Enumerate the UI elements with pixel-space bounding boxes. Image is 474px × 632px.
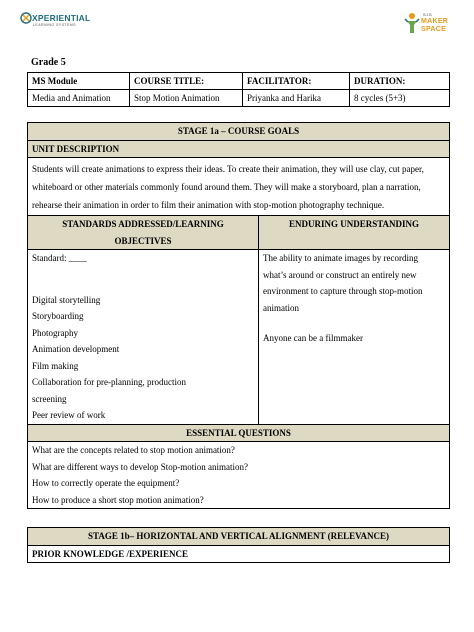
- objective-item: screening: [32, 393, 67, 404]
- enduring-extra: Anyone can be a filmmaker: [263, 333, 363, 343]
- maker-figure-icon: [403, 12, 421, 34]
- logo-right-line1: MAKER: [421, 18, 449, 25]
- stage-1a-title: STAGE 1a – COURSE GOALS: [28, 123, 450, 141]
- duration-value: 8 cycles (5+3): [350, 90, 450, 107]
- objective-item: Animation development: [32, 344, 120, 354]
- xperiential-logo: [20, 12, 94, 34]
- objective-item: Film making: [32, 360, 79, 371]
- essential-question: How to produce a short stop motion animation?: [32, 494, 204, 505]
- unit-description-line: whiteboard or other materials commonly found around them. They will make a storyboard, plan a narration,: [32, 182, 421, 192]
- unit-description-line: rehearse their animation in order to film their animation with stop-motion photography technique.: [32, 200, 385, 210]
- logo-right-top: S.I.S: [423, 12, 432, 17]
- grade-label: Grade 5: [31, 57, 66, 68]
- logo-left-name: XPERIENTIAL: [32, 13, 91, 23]
- facilitator-value: Priyanka and Harika: [243, 90, 350, 107]
- course-info-table: [27, 72, 450, 107]
- enduring-line: what’s around or construct an entirely new: [263, 269, 417, 280]
- standards-header-line2: OBJECTIVES: [114, 235, 172, 246]
- enduring-line: The ability to animate images by recording: [263, 253, 418, 263]
- enduring-line: environment to capture through stop-motion: [263, 286, 423, 296]
- xperiential-mark-icon: [20, 12, 32, 24]
- objective-item: Peer review of work: [32, 410, 106, 420]
- module-header: MS Module: [28, 73, 130, 90]
- stage-1b-title-row: [28, 528, 450, 546]
- objective-item: Photography: [32, 327, 78, 338]
- maker-space-logo: [403, 12, 455, 38]
- prior-knowledge-label: PRIOR KNOWLEDGE /EXPERIENCE: [28, 545, 450, 563]
- facilitator-header: FACILITATOR:: [243, 73, 350, 90]
- essential-question: What are different ways to develop Stop-motion animation?: [32, 461, 249, 472]
- objectives-cell: [28, 250, 259, 425]
- unit-description-label: UNIT DESCRIPTION: [28, 140, 450, 158]
- standards-header: [28, 216, 259, 250]
- essential-questions-cell: [28, 442, 450, 509]
- essential-title-row: [28, 424, 450, 442]
- objective-item: Digital storytelling: [32, 294, 101, 305]
- essential-questions-title: ESSENTIAL QUESTIONS: [28, 424, 450, 442]
- enduring-header: ENDURING UNDERSTANDING: [259, 216, 450, 250]
- enduring-line: animation: [263, 302, 299, 313]
- objective-item: Storyboarding: [32, 311, 84, 321]
- enduring-cell: [259, 250, 450, 425]
- objective-item: Collaboration for pre-planning, production: [32, 377, 186, 387]
- column-header-row: [28, 216, 450, 250]
- objectives-row: [28, 250, 450, 425]
- stage-1b-table: [27, 527, 450, 563]
- essential-question: How to correctly operate the equipment?: [32, 478, 180, 488]
- course-title-header: COURSE TITLE:: [130, 73, 243, 90]
- unit-description-row: [28, 158, 450, 216]
- unit-description-line: Students will create animations to express their ideas. To create their animation, they will use clay, cut paper,: [32, 164, 424, 174]
- course-title-value: Stop Motion Animation: [130, 90, 243, 107]
- standard-label: Standard: ____: [32, 253, 87, 263]
- course-info-header-row: [28, 73, 450, 90]
- essential-question: What are the concepts related to stop motion animation?: [32, 445, 235, 455]
- unit-description: [28, 158, 450, 216]
- stage-1a-title-row: [28, 123, 450, 141]
- course-info-value-row: [28, 90, 450, 107]
- prior-knowledge-row: [28, 545, 450, 563]
- stage-1a-table: [27, 122, 450, 509]
- logo-right-line2: SPACE: [421, 26, 447, 33]
- logo-left-subtitle: LEARNING SYSTEMS: [33, 23, 76, 27]
- duration-header: DURATION:: [350, 73, 450, 90]
- essential-questions-row: [28, 442, 450, 509]
- unit-description-label-row: [28, 140, 450, 158]
- module-value: Media and Animation: [28, 90, 130, 107]
- stage-1b-title: STAGE 1b– HORIZONTAL AND VERTICAL ALIGNMENT (RELEVANCE): [28, 528, 450, 546]
- standards-header-line1: STANDARDS ADDRESSED/LEARNING: [62, 219, 224, 229]
